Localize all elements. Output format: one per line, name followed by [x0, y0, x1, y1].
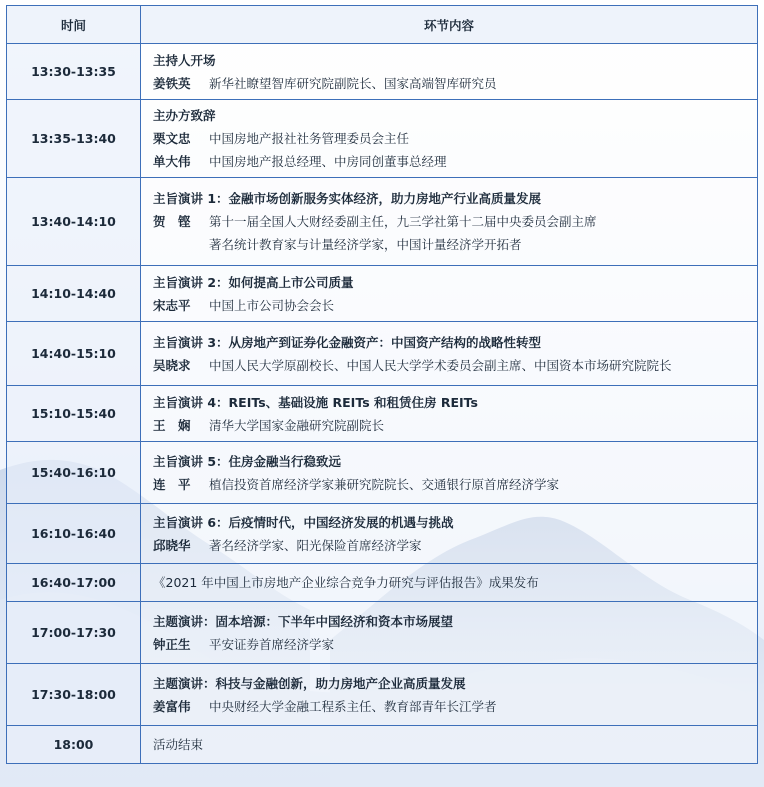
header-content: 环节内容	[141, 6, 758, 44]
speaker-description-continued: 著名统计教育家与计量经济学家，中国计量经济学开拓者	[209, 237, 522, 252]
row-content	[141, 602, 758, 664]
row-time: 18:00	[7, 726, 141, 764]
table-row	[7, 386, 758, 442]
session-title: 主旨演讲 3：从房地产到证券化金融资产：中国资产结构的战略性转型	[153, 334, 542, 350]
row-content	[141, 100, 758, 178]
speaker-description: 中国上市公司协会会长	[209, 297, 335, 313]
speaker-line	[153, 210, 757, 233]
speaker-line	[153, 534, 757, 557]
speaker-description: 中国房地产报总经理、中房同创董事总经理	[209, 154, 447, 169]
speaker-name: 单大伟	[153, 154, 191, 169]
table-row	[7, 602, 758, 664]
table-header-row	[7, 6, 758, 44]
speaker-name: 宋志平	[153, 297, 191, 313]
session-title: 主旨演讲 5：住房金融当行稳致远	[153, 453, 342, 469]
session-title: 主持人开场	[153, 52, 216, 68]
row-content	[141, 44, 758, 100]
table-row	[7, 322, 758, 386]
speaker-description: 著名经济学家、阳光保险首席经济学家	[209, 537, 422, 553]
table-row	[7, 726, 758, 764]
row-content	[141, 442, 758, 504]
table-row	[7, 44, 758, 100]
row-time: 14:40-15:10	[7, 322, 141, 386]
table-row	[7, 100, 758, 178]
session-title: 活动结束	[153, 737, 204, 752]
row-time: 13:40-14:10	[7, 178, 141, 266]
speaker-description: 植信投资首席经济学家兼研究院院长、交通银行原首席经济学家	[209, 476, 560, 492]
speaker-description: 中央财经大学金融工程系主任、教育部青年长江学者	[209, 698, 497, 714]
row-content	[141, 504, 758, 564]
speaker-description: 中国人民大学原副校长、中国人民大学学术委员会副主席、中国资本市场研究院院长	[209, 357, 672, 373]
row-content	[141, 178, 758, 266]
row-time: 15:10-15:40	[7, 386, 141, 442]
speaker-name: 姜铁英	[153, 75, 191, 91]
speaker-line	[153, 127, 757, 150]
speaker-name: 栗文忠	[153, 131, 191, 146]
speaker-line	[153, 633, 757, 656]
row-time: 17:00-17:30	[7, 602, 141, 664]
row-time: 16:40-17:00	[7, 564, 141, 602]
speaker-name: 王 娴	[153, 417, 191, 433]
row-time: 17:30-18:00	[7, 664, 141, 726]
speaker-line	[153, 354, 757, 377]
row-time: 13:30-13:35	[7, 44, 141, 100]
speaker-line	[153, 473, 757, 496]
speaker-description: 平安证券首席经济学家	[209, 636, 335, 652]
speaker-line	[153, 294, 757, 317]
row-content	[141, 564, 758, 602]
row-content	[141, 664, 758, 726]
row-time: 16:10-16:40	[7, 504, 141, 564]
speaker-name: 钟正生	[153, 636, 191, 652]
row-content	[141, 386, 758, 442]
row-content	[141, 322, 758, 386]
table-row	[7, 504, 758, 564]
table-row	[7, 442, 758, 504]
session-title: 主旨演讲 2：如何提高上市公司质量	[153, 274, 354, 290]
speaker-name: 贺 铿	[153, 214, 191, 229]
speaker-name: 吴晓求	[153, 357, 191, 373]
session-title: 主旨演讲 4：REITs、基础设施 REITs 和租赁住房 REITs	[153, 394, 478, 410]
row-content	[141, 266, 758, 322]
speaker-name: 邱晓华	[153, 537, 191, 553]
session-title: 主旨演讲 1：金融市场创新服务实体经济，助力房地产行业高质量发展	[153, 191, 542, 206]
speaker-line	[153, 695, 757, 718]
speaker-description: 第十一届全国人大财经委副主任，九三学社第十二届中央委员会副主席	[209, 214, 597, 229]
table-row	[7, 266, 758, 322]
table-row	[7, 178, 758, 266]
row-time: 14:10-14:40	[7, 266, 141, 322]
session-title: 主办方致辞	[153, 108, 216, 123]
header-time: 时间	[7, 6, 141, 44]
session-title: 主题演讲：固本培源：下半年中国经济和资本市场展望	[153, 613, 454, 629]
speaker-line	[153, 72, 757, 95]
speaker-description: 新华社瞭望智库研究院副院长、国家高端智库研究员	[209, 75, 497, 91]
speaker-name: 连 平	[153, 476, 191, 492]
speaker-description: 清华大学国家金融研究院副院长	[209, 417, 385, 433]
table-row	[7, 664, 758, 726]
row-time: 15:40-16:10	[7, 442, 141, 504]
row-time: 13:35-13:40	[7, 100, 141, 178]
row-content	[141, 726, 758, 764]
speaker-line	[153, 414, 757, 437]
speaker-name: 姜富伟	[153, 698, 191, 714]
session-title: 《2021 年中国上市房地产企业综合竞争力研究与评估报告》成果发布	[153, 575, 539, 590]
speaker-line	[153, 150, 757, 173]
speaker-description: 中国房地产报社社务管理委员会主任	[209, 131, 410, 146]
session-title: 主题演讲：科技与金融创新，助力房地产企业高质量发展	[153, 675, 466, 691]
session-title: 主旨演讲 6：后疫情时代，中国经济发展的机遇与挑战	[153, 514, 454, 530]
agenda-table	[6, 5, 758, 764]
table-row	[7, 564, 758, 602]
